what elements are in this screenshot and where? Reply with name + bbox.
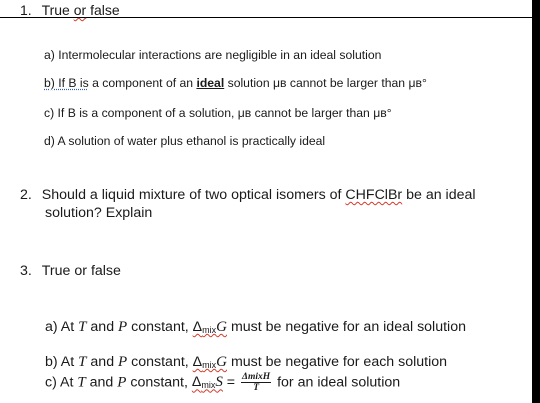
q1-b-ideal: ideal bbox=[196, 76, 225, 90]
q3-a-pre: a) At bbox=[45, 319, 79, 335]
q2-line-2: solution? Explain bbox=[45, 205, 153, 221]
q2-line-1 bbox=[20, 187, 476, 203]
q3-c-S: S bbox=[215, 374, 223, 391]
q1-b-mid: a component of an bbox=[88, 76, 197, 90]
q3-c-delta: Δ bbox=[191, 374, 202, 391]
q3-a-term bbox=[193, 319, 227, 335]
q1-title-pre: True bbox=[41, 2, 74, 18]
q3-c-mix: mix bbox=[201, 380, 216, 391]
q3-c-eq: = bbox=[222, 374, 240, 391]
q3-b-const: constant, bbox=[127, 354, 193, 370]
q3-b-and: and bbox=[86, 354, 119, 370]
q3-a-mix: mix bbox=[202, 325, 217, 335]
q1-b-prefix: b) If B is bbox=[44, 76, 89, 90]
q3-a-delta: Δ bbox=[192, 319, 203, 335]
q3-item-c bbox=[45, 372, 400, 393]
q3-a-P: P bbox=[118, 319, 128, 335]
q1-title-or: or bbox=[73, 2, 87, 18]
q3-b-T: T bbox=[78, 354, 87, 370]
q3-b-mix: mix bbox=[202, 360, 217, 370]
q2-line1-pre: Should a liquid mixture of two optical isomers of bbox=[41, 187, 346, 203]
q3-a-and: and bbox=[86, 319, 119, 335]
q3-c-P: P bbox=[117, 374, 127, 391]
q3-b-delta: Δ bbox=[192, 354, 203, 370]
q3-a-T: T bbox=[78, 319, 87, 335]
q1-item-c: c) If B is a component of a solution, μʙ cannot be larger than μʙ° bbox=[44, 106, 392, 120]
q3-c-fraction bbox=[241, 372, 271, 393]
q3-b-post: must be negative for each solution bbox=[227, 354, 448, 370]
q3-c-fraction-den: T bbox=[253, 383, 259, 393]
q3-b-P: P bbox=[118, 354, 128, 370]
q1-heading bbox=[20, 2, 120, 18]
q2-line1-post: be an ideal bbox=[402, 187, 476, 203]
q1-number: 1. bbox=[20, 2, 32, 18]
q3-b-pre: b) At bbox=[45, 354, 79, 370]
q3-a-const: constant, bbox=[127, 319, 193, 335]
q3-number: 3. bbox=[20, 263, 32, 279]
q3-b-term bbox=[193, 354, 227, 370]
q3-item-b bbox=[45, 354, 447, 371]
q3-a-G: G bbox=[216, 319, 227, 335]
q3-item-a bbox=[45, 319, 466, 336]
q1-item-b bbox=[44, 76, 427, 90]
q1-item-d: d) A solution of water plus ethanol is practically ideal bbox=[44, 134, 326, 148]
q3-c-const: constant, bbox=[126, 374, 192, 391]
q3-title: True or false bbox=[41, 263, 121, 279]
q3-c-and: and bbox=[85, 374, 118, 391]
q3-c-post: for an ideal solution bbox=[273, 374, 401, 391]
q2-number: 2. bbox=[20, 187, 32, 203]
q3-b-G: G bbox=[216, 354, 227, 370]
q3-c-pre: c) At bbox=[45, 374, 78, 391]
q3-c-fraction-num: ΔmixH bbox=[242, 372, 271, 382]
q3-c-term bbox=[192, 374, 223, 390]
q3-a-post: must be negative for an ideal solution bbox=[227, 319, 466, 335]
q1-b-post: solution μʙ cannot be larger than μʙ° bbox=[224, 76, 427, 90]
q3-c-T: T bbox=[77, 374, 86, 391]
q3-heading bbox=[20, 263, 121, 279]
q1-item-a: a) Intermolecular interactions are negligible in an ideal solution bbox=[44, 48, 382, 62]
q1-title-post: false bbox=[86, 2, 120, 18]
q2-chem: CHFClBr bbox=[345, 187, 403, 203]
